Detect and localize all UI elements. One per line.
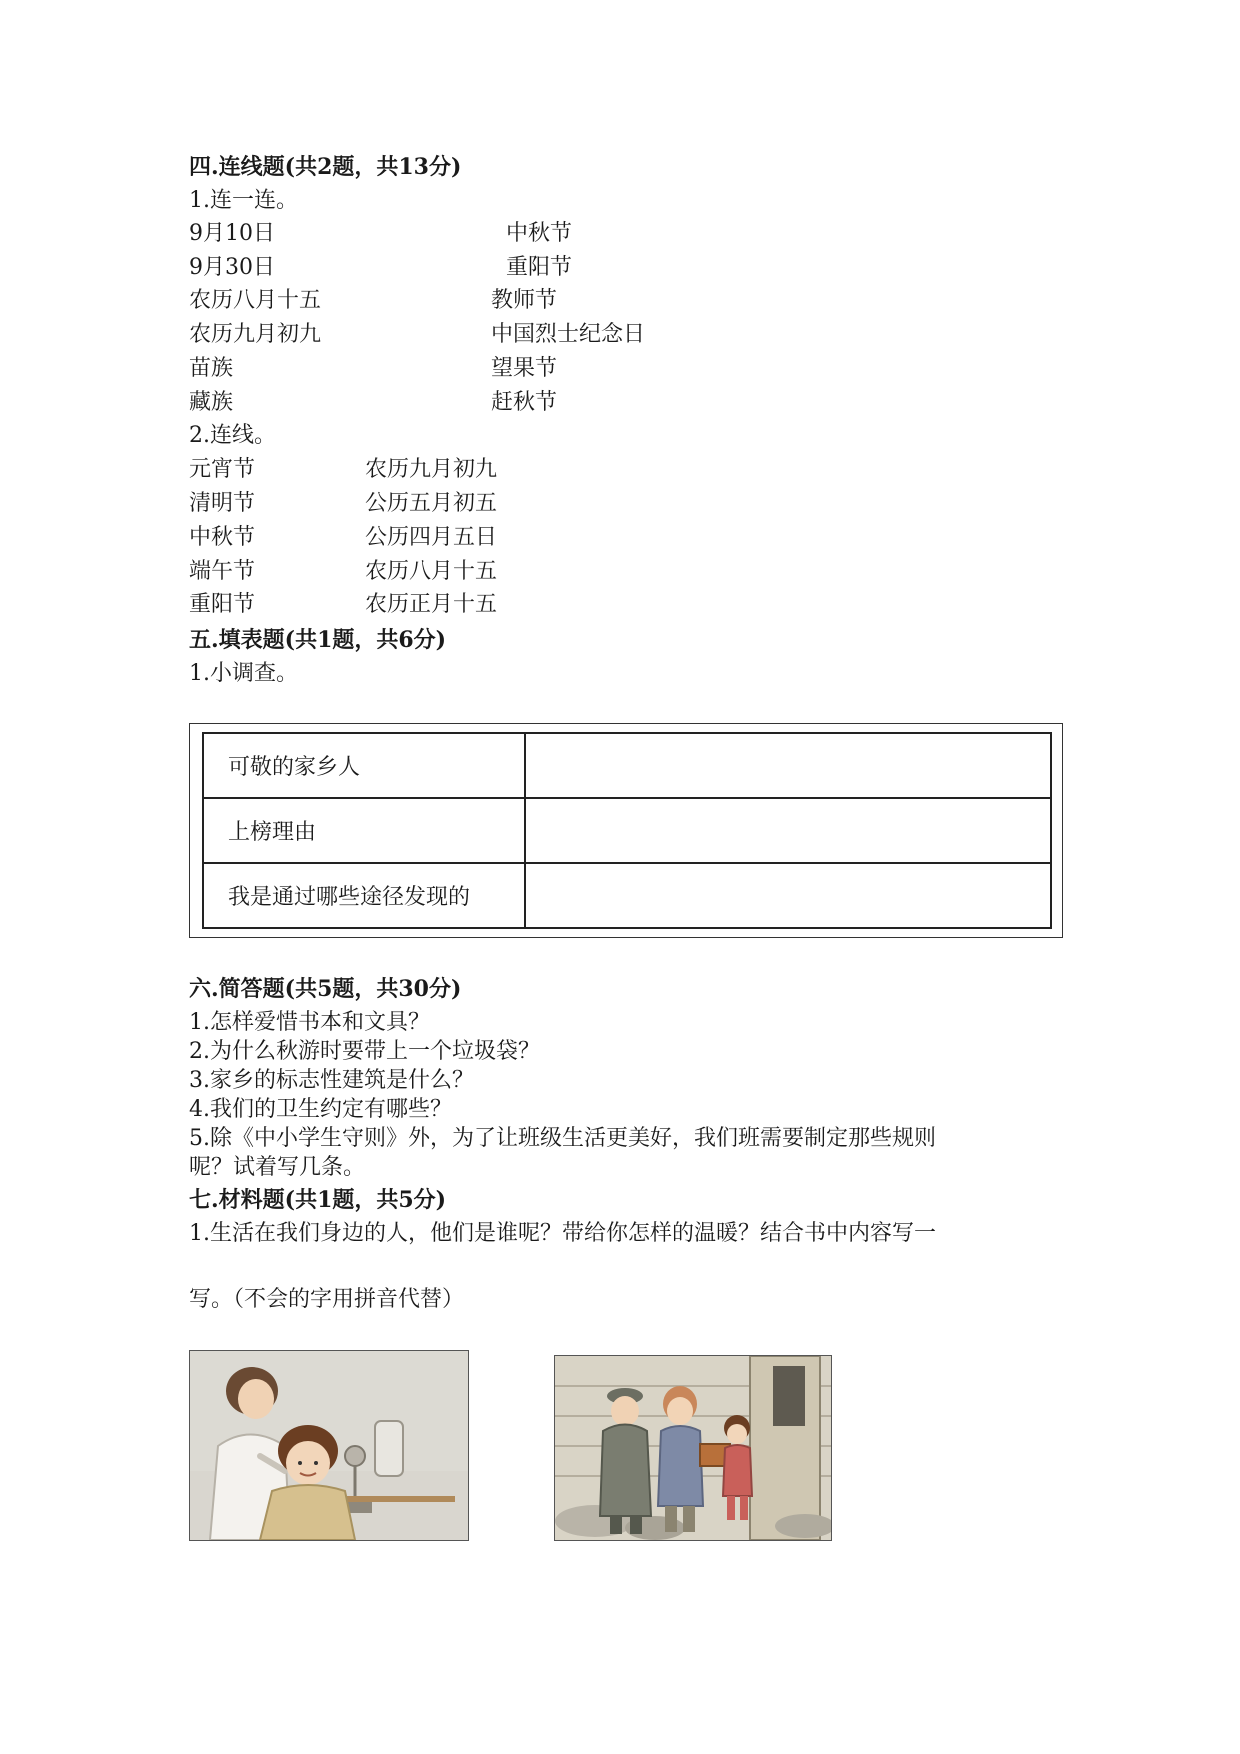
question-item: 2.为什么秋游时要带上一个垃圾袋？ [189, 1039, 540, 1064]
question-item: 4.我们的卫生约定有哪些？ [189, 1097, 452, 1122]
match-left-item: 中秋节 [189, 525, 256, 550]
match-right-item: 中国烈士纪念日 [491, 322, 646, 347]
match-left-item: 端午节 [189, 559, 256, 584]
question-item: 3.家乡的标志性建筑是什么？ [189, 1068, 474, 1093]
table-answer-cell[interactable] [525, 733, 1051, 798]
table-row [203, 733, 1051, 798]
match-right-item: 公历五月初五 [365, 491, 498, 516]
match-right-item: 赶秋节 [491, 390, 558, 415]
section5-q1-title: 1.小调查。 [189, 661, 298, 686]
table-row [203, 863, 1051, 928]
question-item: 1.怎样爱惜书本和文具？ [189, 1010, 430, 1035]
section6-heading: 六.简答题(共5题，共30分) [189, 976, 462, 1002]
match-right-item: 公历四月五日 [365, 525, 498, 550]
survey-table-frame [189, 723, 1063, 938]
match-right-item: 农历八月十五 [365, 559, 498, 584]
match-left-item: 重阳节 [189, 592, 256, 617]
table-row [203, 798, 1051, 863]
match-right-item: 望果节 [491, 356, 558, 381]
match-left-item: 藏族 [189, 390, 234, 415]
table-label-cell: 可敬的家乡人 [203, 733, 525, 798]
section7-heading: 七.材料题(共1题，共5分) [189, 1187, 447, 1213]
match-left-item: 农历八月十五 [189, 288, 322, 313]
section4-q2-title: 2.连线。 [189, 423, 276, 448]
table-label-cell: 我是通过哪些途径发现的 [203, 863, 525, 928]
section7-q1-text-continued: 写。（不会的字用拼音代替） [189, 1287, 465, 1312]
question-item: 5.除《中小学生守则》外，为了让班级生活更美好，我们班需要制定那些规则 [189, 1126, 936, 1151]
match-left-item: 农历九月初九 [189, 322, 322, 347]
postman-delivery-illustration [554, 1355, 832, 1541]
match-left-item: 清明节 [189, 491, 256, 516]
barber-haircut-illustration [189, 1350, 469, 1541]
section5-heading: 五.填表题(共1题，共6分) [189, 627, 447, 653]
match-left-item: 元宵节 [189, 457, 256, 482]
match-left-item: 9月30日 [189, 255, 275, 280]
section4-heading: 四.连线题(共2题，共13分) [189, 154, 462, 180]
match-left-item: 9月10日 [189, 221, 275, 246]
match-right-item: 中秋节 [506, 221, 573, 246]
question-item-continued: 呢？试着写几条。 [189, 1155, 366, 1180]
section7-q1-text: 1.生活在我们身边的人，他们是谁呢？带给你怎样的温暖？结合书中内容写一 [189, 1221, 936, 1246]
match-right-item: 教师节 [491, 288, 558, 313]
table-label-cell: 上榜理由 [203, 798, 525, 863]
table-answer-cell[interactable] [525, 863, 1051, 928]
match-right-item: 重阳节 [506, 255, 573, 280]
match-left-item: 苗族 [189, 356, 234, 381]
survey-table [202, 732, 1052, 929]
match-right-item: 农历正月十五 [365, 592, 498, 617]
match-right-item: 农历九月初九 [365, 457, 498, 482]
section4-q1-title: 1.连一连。 [189, 188, 298, 213]
table-answer-cell[interactable] [525, 798, 1051, 863]
